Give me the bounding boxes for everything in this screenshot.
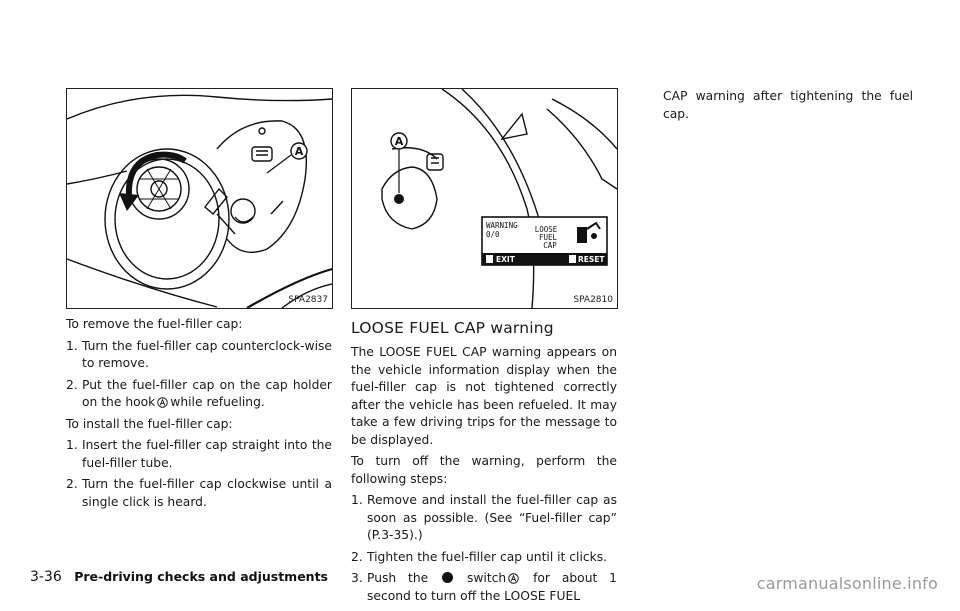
display-count-text: 0/0 bbox=[486, 230, 500, 239]
step-number: 2. bbox=[351, 549, 363, 564]
install-step-2 bbox=[66, 476, 332, 511]
intro-paragraph: The LOOSE FUEL CAP warning appears on the vehicle information display when the fuel-filler cap is not tightened correctly after the vehicle has been refueled. It may take a few driving trips for the message to be displayed. bbox=[351, 345, 617, 447]
remove-step-2 bbox=[66, 377, 332, 412]
step-number: 1. bbox=[66, 338, 78, 353]
steps-intro: To turn off the warning, perform the following steps: bbox=[351, 454, 617, 486]
section-heading: LOOSE FUEL CAP warning bbox=[351, 319, 554, 337]
page-number: 3-36 bbox=[30, 569, 62, 585]
warning-step-1 bbox=[351, 492, 617, 545]
middle-column bbox=[351, 318, 617, 609]
page-footer bbox=[30, 569, 328, 585]
warning-step-3 bbox=[351, 570, 617, 605]
step-number: 1. bbox=[351, 493, 363, 507]
step-text: Push the bbox=[367, 571, 429, 585]
step-text: Insert the fuel-filler cap straight into the fuel-filler tube. bbox=[82, 438, 332, 470]
step-text: Turn the fuel-filler cap clockwise until a single click is heard. bbox=[82, 477, 332, 509]
step-number: 2. bbox=[66, 377, 78, 392]
step-number: 2. bbox=[66, 477, 78, 491]
step-text-after: while refueling. bbox=[170, 395, 265, 409]
watermark: carmanualsonline.info bbox=[756, 574, 938, 593]
step-text-switch: switch bbox=[466, 571, 507, 585]
figure-loose-fuel-cap-display bbox=[351, 88, 618, 309]
display-cap-text: CAP bbox=[543, 241, 557, 250]
step-text: Tighten the fuel-filler cap until it clicks. bbox=[367, 549, 608, 564]
step-number: 1. bbox=[66, 438, 78, 452]
display-reset-text: RESET bbox=[578, 255, 605, 264]
step-text: Turn the fuel-filler cap counterclock-wise to remove. bbox=[82, 338, 332, 370]
step-text-rest: for about 1 second to turn off the LOOSE FUEL bbox=[367, 571, 617, 603]
remove-heading: To remove the fuel-filler cap: bbox=[66, 317, 243, 331]
install-heading: To install the fuel-filler cap: bbox=[66, 416, 233, 431]
right-column bbox=[663, 88, 913, 127]
switch-dot-icon bbox=[442, 572, 453, 583]
display-fuel-text: FUEL bbox=[538, 233, 558, 242]
display-warning-text: WARNING bbox=[486, 221, 518, 230]
figure-code-left: SPA2837 bbox=[288, 295, 328, 305]
figure-code-right: SPA2810 bbox=[573, 295, 613, 305]
remove-step-1 bbox=[66, 338, 332, 373]
step-text: Remove and install the fuel-filler cap as soon as possible. (See “Fuel-filler cap” (P.3-35).) bbox=[367, 493, 617, 542]
step-number: 3. bbox=[351, 571, 363, 585]
callout-a-left: A bbox=[294, 145, 304, 158]
section-title: Pre-driving checks and adjustments bbox=[74, 569, 328, 584]
figure-fuel-filler-cap bbox=[66, 88, 333, 309]
install-step-1 bbox=[66, 437, 332, 472]
display-illustration bbox=[352, 89, 617, 308]
left-column bbox=[66, 316, 332, 515]
display-loose-text: LOOSE bbox=[534, 225, 558, 234]
callout-a-icon bbox=[157, 397, 168, 408]
warning-step-2 bbox=[351, 549, 617, 567]
display-exit-text: EXIT bbox=[496, 255, 515, 264]
step-text: Put the fuel-filler cap on the cap holder on the hook bbox=[82, 377, 332, 409]
fuel-cap-illustration bbox=[67, 89, 332, 308]
continuation-paragraph: CAP warning after tightening the fuel cap. bbox=[663, 89, 913, 121]
callout-a-right: A bbox=[394, 135, 404, 148]
callout-a-icon bbox=[508, 573, 519, 584]
